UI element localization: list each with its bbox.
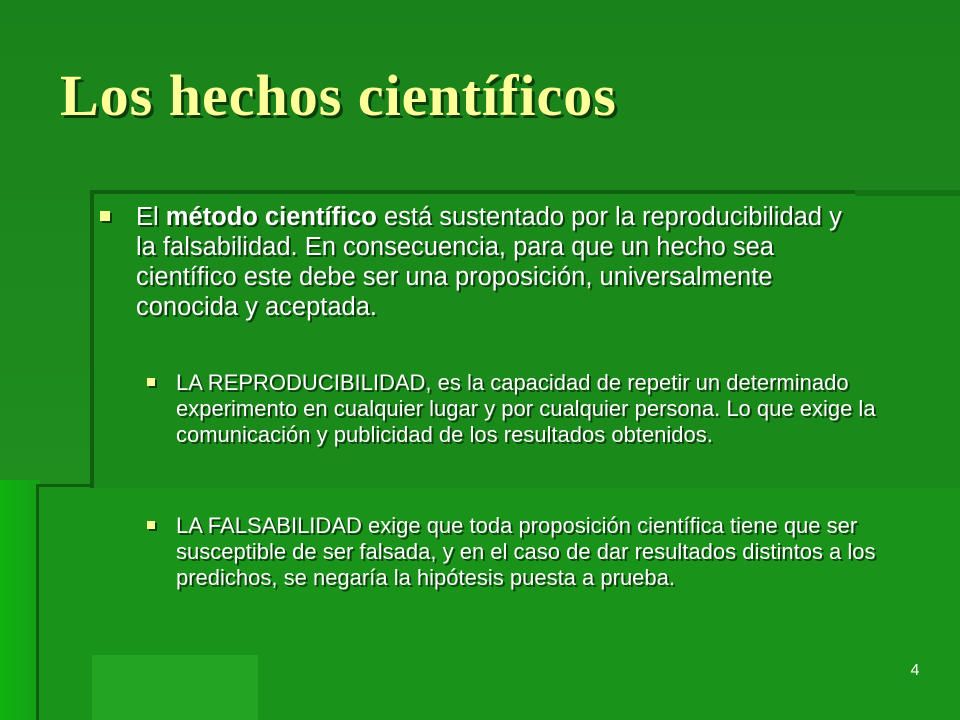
main-bullet-bold-term: método científico [165, 203, 377, 231]
sub-bullet-text: LA FALSABILIDAD exige que toda proposición científica tiene que ser susceptible de ser falsada, y en el caso de dar resultados distintos a los predichos, se negaría la hipótesis puesta a prueba. [176, 513, 876, 590]
slide-title: Los hechos científicos [60, 63, 617, 128]
main-bullet-rest: está sustentado por la reproducibilidad y la falsabilidad. En consecuencia, para que un hecho sea científico este debe ser una proposición, universalmente conocida y aceptada. [136, 203, 842, 321]
sub-bullet-falsabilidad [147, 513, 907, 591]
sub-bullet-text: LA REPRODUCIBILIDAD, es la capacidad de repetir un determinado experimento en cualquier lugar y por cualquier persona. Lo que exige la comunicación y publicidad de los resultados obtenidos. [176, 370, 876, 447]
background-left-strip [0, 480, 40, 720]
background-corner-block [92, 655, 258, 720]
square-bullet-icon [147, 378, 155, 386]
square-bullet-icon [147, 521, 155, 529]
square-bullet-icon [100, 211, 110, 221]
background-edge-shadow [855, 190, 960, 196]
slide-number: 4 [910, 662, 920, 679]
main-bullet-text [100, 202, 860, 322]
main-bullet-prefix: El [136, 203, 166, 231]
sub-bullet-reproducibilidad [147, 370, 907, 448]
main-bullet [100, 202, 860, 322]
